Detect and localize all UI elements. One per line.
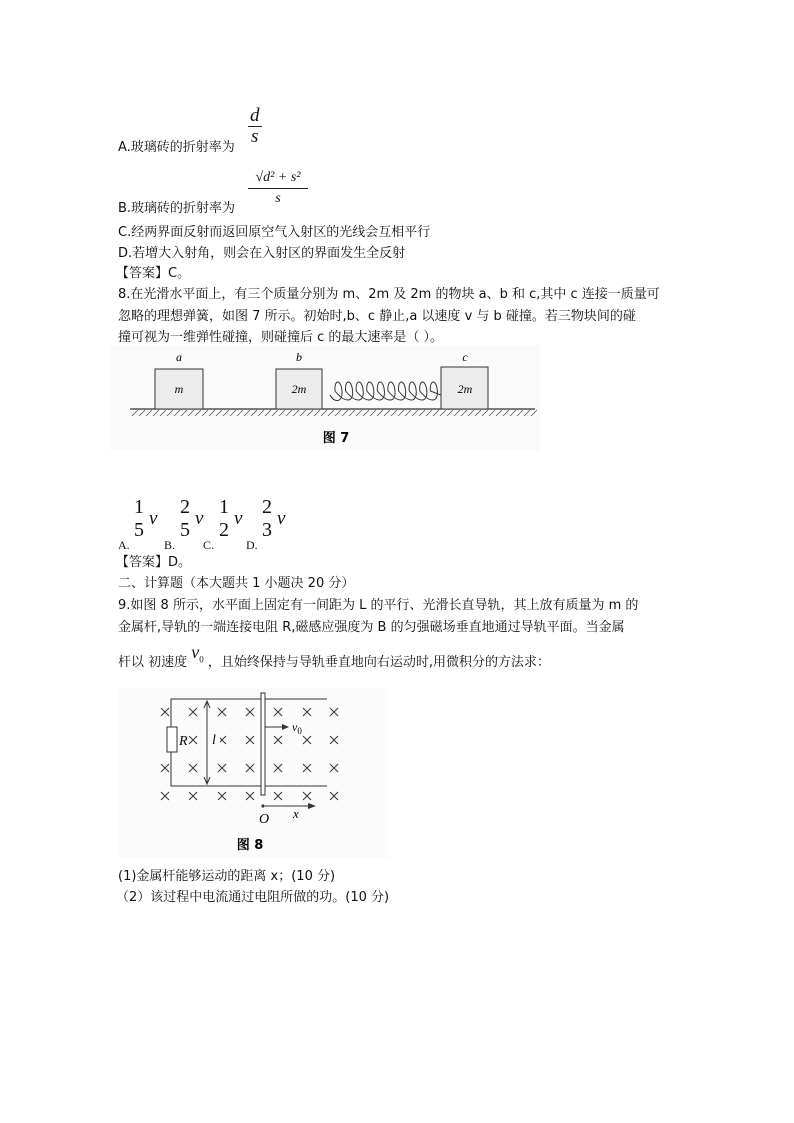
axis-label: x — [293, 806, 299, 821]
fraction-bar — [248, 188, 308, 189]
q8-text-line3: 撞可视为一维弹性碰撞，则碰撞后 c 的最大速率是（ ）。 — [118, 330, 444, 345]
denominator: 5 — [180, 519, 190, 541]
block-b-label: b — [296, 350, 302, 364]
option-fraction — [180, 496, 190, 542]
q7-answer: 【答案】C。 — [116, 266, 191, 281]
fraction-sqrt-over-s — [248, 168, 308, 209]
block-a-mass: m — [174, 382, 184, 396]
q7-option-b: B.玻璃砖的折射率为 — [118, 201, 236, 216]
q9-text-line2: 金属杆,导轨的一端连接电阻 R,磁感应强度为 B 的匀强磁场垂直地通过导轨平面。当金属 — [118, 620, 625, 635]
origin-dot — [261, 804, 264, 807]
q8-text-line1: 8.在光滑水平面上，有三个质量分别为 m、2m 及 2m 的物块 a、b 和 c,其中 c 连接一质量可 — [118, 287, 660, 302]
origin-label: O — [259, 812, 270, 827]
q7-option-c: C.经两界面反射而返回原空气入射区的光线会互相平行 — [118, 225, 431, 240]
denominator: s — [251, 126, 259, 147]
q8-answer: 【答案】D。 — [116, 555, 192, 570]
resistor — [167, 727, 177, 752]
option-fraction — [262, 496, 272, 542]
v: v — [191, 642, 200, 662]
q9-part1: (1)金属杆能够运动的距离 x；(10 分) — [118, 869, 336, 884]
figure-7-caption: 图 7 — [322, 431, 350, 446]
option-variable: v — [195, 508, 204, 529]
numerator: √d² + s² — [255, 170, 301, 185]
denominator: 5 — [134, 519, 144, 541]
figure-8 — [118, 688, 388, 858]
figure-7 — [110, 345, 540, 450]
q7-option-a: A.玻璃砖的折射率为 — [118, 140, 235, 155]
q9-part2: （2）该过程中电流通过电阻所做的功。(10 分) — [116, 890, 390, 905]
block-c-mass: 2m — [457, 382, 473, 396]
text: 杆以 初速度 — [118, 655, 188, 670]
numerator: d — [250, 105, 260, 126]
option-variable: v — [234, 508, 243, 529]
block-b-mass: 2m — [291, 382, 307, 396]
option-fraction — [219, 496, 229, 542]
subscript: 0 — [199, 654, 204, 665]
q9-text-line1: 9.如图 8 所示，水平面上固定有一间距为 L 的平行、光滑长直导轨，其上放有质量为 m 的 — [118, 598, 639, 613]
denominator: 3 — [262, 519, 272, 541]
option-variable: v — [277, 508, 286, 529]
denominator: s — [275, 191, 281, 206]
denominator: 2 — [219, 519, 229, 541]
numerator: 1 — [134, 496, 144, 518]
option-fraction — [134, 496, 144, 542]
numerator: 1 — [219, 496, 229, 518]
text: ，且始终保持与导轨垂直地向右运动时,用微积分的方法求： — [207, 655, 551, 670]
block-a-label: a — [176, 350, 182, 364]
metal-rod — [261, 693, 265, 795]
numerator: 2 — [180, 496, 190, 518]
option-letter: B. — [164, 538, 176, 552]
figure-8-caption: 图 8 — [236, 838, 264, 853]
option-letter: D. — [246, 538, 258, 552]
v0-symbol — [191, 642, 204, 665]
q8-text-line2: 忽略的理想弹簧，如图 7 所示。初始时,b、c 静止,a 以速度 v 与 b 碰撞。若三物块间的碰 — [118, 309, 636, 324]
section-heading: 二、计算题（本大题共 1 小题决 20 分） — [118, 576, 355, 591]
q9-text-line3 — [118, 642, 551, 676]
q7-option-d: D.若增大入射角，则会在入射区的界面发生全反射 — [118, 246, 406, 261]
fraction-d-over-s — [248, 106, 262, 147]
width-label: l — [212, 733, 216, 748]
option-letter: A. — [118, 538, 130, 552]
numerator: 2 — [262, 496, 272, 518]
velocity-label: $v_0$ — [292, 720, 302, 736]
option-letter: C. — [203, 538, 215, 552]
block-c-label: c — [462, 350, 468, 364]
resistor-label: R — [179, 734, 188, 749]
option-variable: v — [149, 508, 158, 529]
